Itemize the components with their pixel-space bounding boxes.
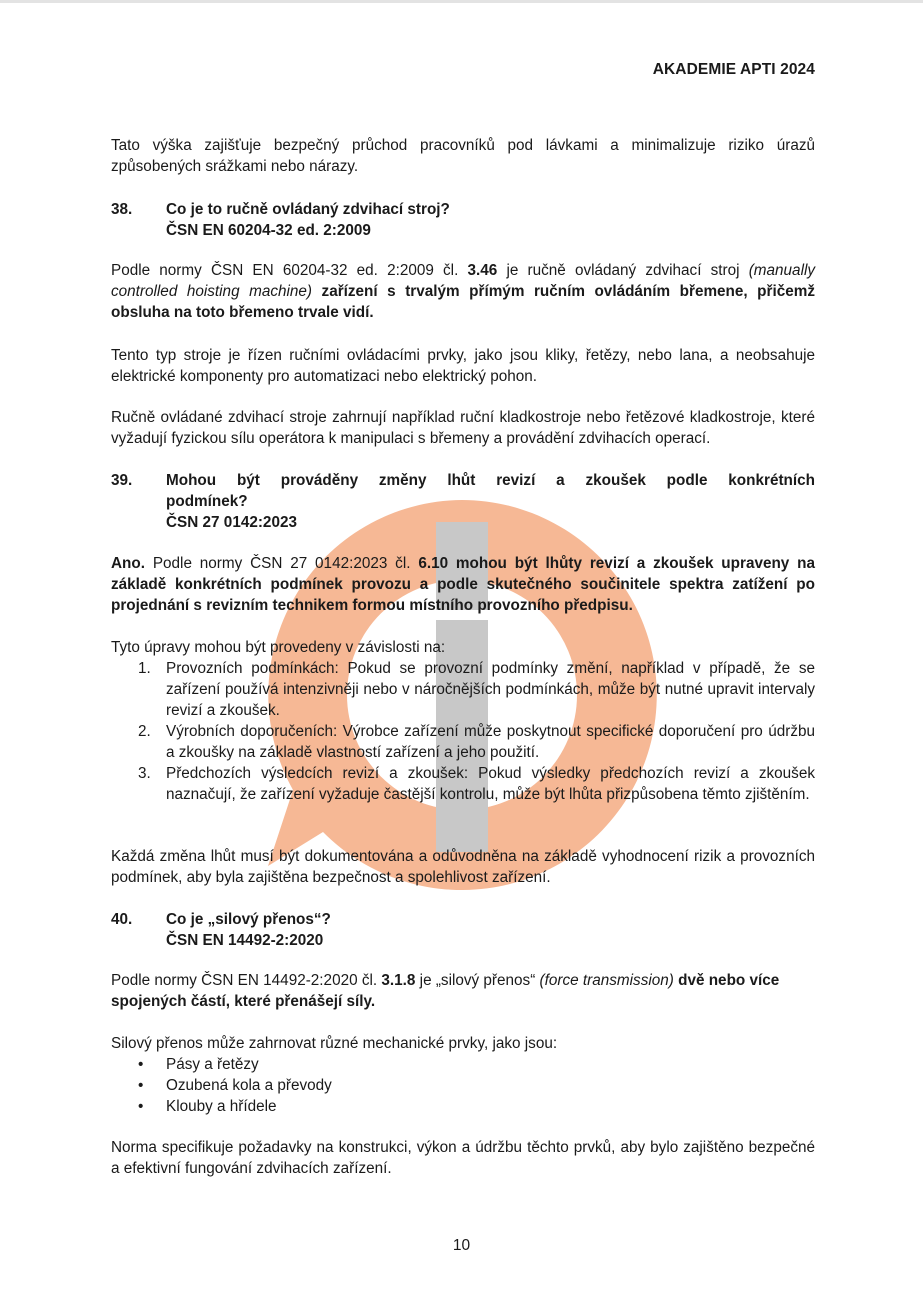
paragraph-38-2: Tento typ stroje je řízen ručními ovládacími prvky, jako jsou kliky, řetězy, nebo lana, a neobsahuje elektrické komponenty pro automatizaci nebo elektrický pohon. <box>111 347 815 385</box>
list-item-text: Výrobních doporučeních: Výrobce zařízení může poskytnout specifické doporučení pro údržbu a zkoušky na základě vlastností zařízení a jeho použití. <box>166 723 815 761</box>
answer-38: Podle normy ČSN EN 60204-32 ed. 2:2009 čl. 3.46 je ručně ovládaný zdvihací stroj (manually controlled hoisting machine) zařízení s trvalým přímým ručním ovládáním břemene, přičemž obsluha na toto břemeno trvale vidí. <box>111 262 816 321</box>
bullet-list-40 <box>138 1054 815 1117</box>
paragraph-38-3: Ručně ovládané zdvihací stroje zahrnují například ruční kladkostroje nebo řetězové kladkostroje, které vyžadují fyzickou sílu operátora k manipulaci s břemeny a provádění zdvihacích operací. <box>111 409 815 447</box>
list-item-text: Ozubená kola a převody <box>166 1077 332 1094</box>
list-item-text: Předchozích výsledcích revizí a zkoušek: Pokud výsledky předchozích revizí a zkoušek naznačují, že zařízení vyžaduje častější kontrolu, může být lhůta přizpůsobena těmto zjištěním. <box>166 765 815 803</box>
list-item <box>138 721 815 763</box>
list-item <box>138 1096 815 1117</box>
bullet-marker: • <box>138 1077 144 1094</box>
page-number: 10 <box>452 1237 471 1254</box>
list-item-text: Provozních podmínkách: Pokud se provozní podmínky změní, například v případě, že se zařízení používá intenzivněji nebo v náročnějších podmínkách, může být nutné upravit intervaly revizí a zkoušek. <box>166 660 815 719</box>
list-item-text: Pásy a řetězy <box>166 1056 259 1073</box>
list-marker: 3. <box>138 765 151 782</box>
bullet-marker: • <box>138 1098 144 1115</box>
list-item <box>138 763 815 805</box>
question-standard: ČSN 27 0142:2023 <box>166 514 297 531</box>
answer-40: Podle normy ČSN EN 14492-2:2020 čl. 3.1.8 je „silový přenos“ (force transmission) dvě nebo více spojených částí, které přenášejí síly. <box>111 972 780 1010</box>
numbered-list-39 <box>138 658 815 805</box>
list-item <box>138 1054 815 1075</box>
closing-paragraph-40: Norma specifikuje požadavky na konstrukci, výkon a údržbu těchto prvků, aby bylo zajištěno bezpečné a efektivní fungování zdvihacích zařízení. <box>111 1139 815 1177</box>
question-text: Co je to ručně ovládaný zdvihací stroj? <box>166 201 450 218</box>
list-intro-40: Silový přenos může zahrnovat různé mechanické prvky, jako jsou: <box>111 1035 558 1052</box>
question-number: 40. <box>111 911 133 928</box>
question-text-line1: Mohou být prováděny změny lhůt revizí a zkoušek podle konkrétních <box>166 472 815 489</box>
closing-paragraph-39: Každá změna lhůt musí být dokumentována a odůvodněna na základě vyhodnocení rizik a provozních podmínek, aby byla zajištěna bezpečnost a spolehlivost zařízení. <box>111 848 815 886</box>
question-40 <box>111 909 815 951</box>
list-item <box>138 658 815 721</box>
question-number: 39. <box>111 472 133 489</box>
list-marker: 2. <box>138 723 151 740</box>
question-text: Co je „silový přenos“? <box>166 911 331 928</box>
list-intro-39: Tyto úpravy mohou být provedeny v závislosti na: <box>111 639 446 656</box>
question-standard: ČSN EN 60204-32 ed. 2:2009 <box>166 222 371 239</box>
list-item-text: Klouby a hřídele <box>166 1098 277 1115</box>
intro-paragraph: Tato výška zajišťuje bezpečný průchod pracovníků pod lávkami a minimalizuje riziko úrazů způsobených srážkami nebo nárazy. <box>111 137 815 175</box>
question-38 <box>111 199 815 241</box>
document-header: AKADEMIE APTI 2024 <box>652 61 815 78</box>
question-standard: ČSN EN 14492-2:2020 <box>166 932 324 949</box>
question-39 <box>111 470 815 533</box>
answer-39: Ano. Podle normy ČSN 27 0142:2023 čl. 6.10 mohou být lhůty revizí a zkoušek upraveny na základě konkrétních podmínek provozu a podle skutečného součinitele spektra zatížení po projednání s revizním technikem formou místního provozního předpisu. <box>111 555 815 614</box>
question-text-line2: podmínek? <box>166 493 248 510</box>
question-number: 38. <box>111 201 133 218</box>
bullet-marker: • <box>138 1056 144 1073</box>
list-item <box>138 1075 815 1096</box>
list-marker: 1. <box>138 660 151 677</box>
